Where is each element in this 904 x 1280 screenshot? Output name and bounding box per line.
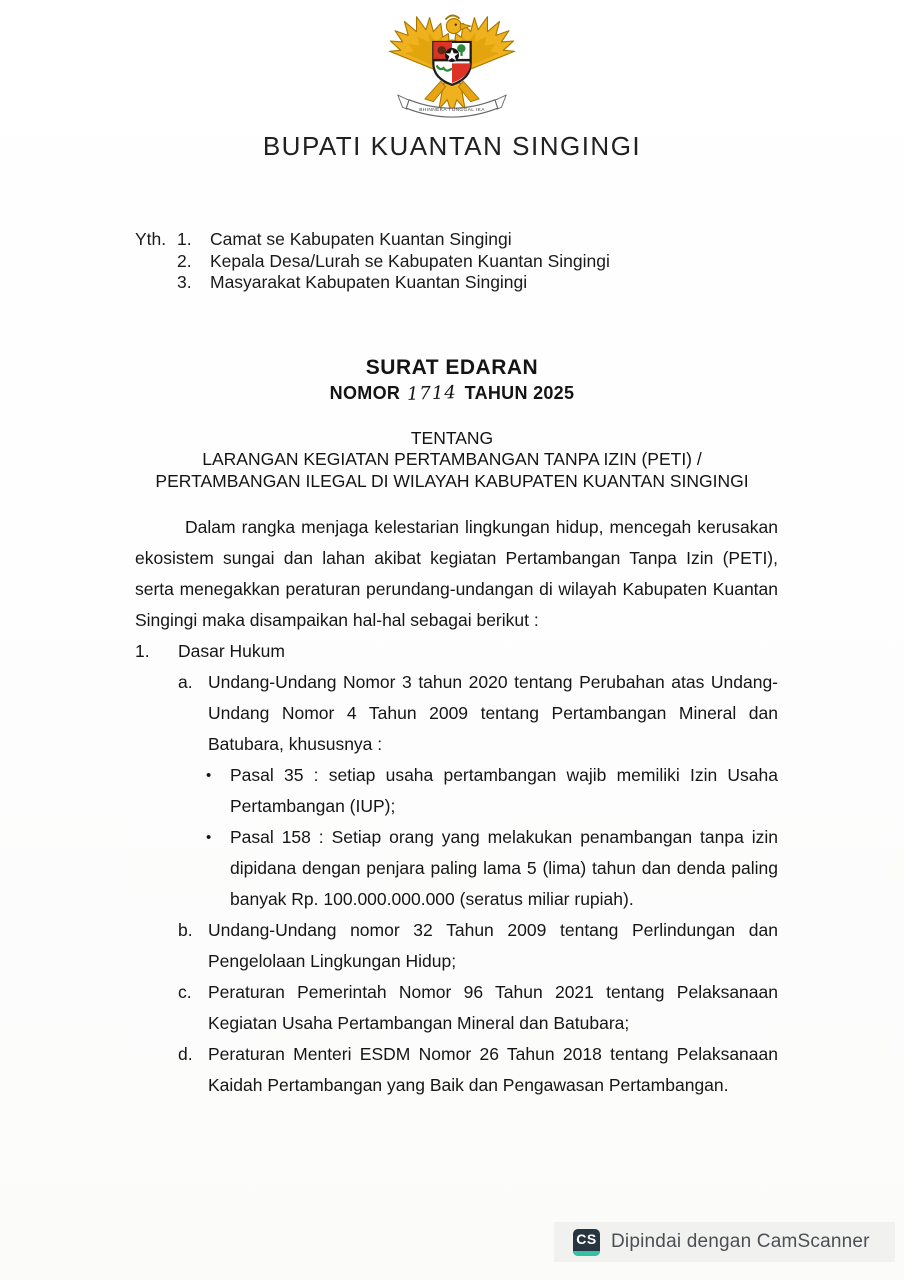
recipient-text: Camat se Kabupaten Kuantan Singingi bbox=[210, 229, 512, 249]
bullet-pasal-158 bbox=[135, 822, 778, 915]
item-text: Undang-Undang Nomor 3 tahun 2020 tentang Perubahan atas Undang-Undang Nomor 4 Tahun 2009 tentang Pertambangan Mineral dan Batubara, khususnya : bbox=[208, 672, 778, 754]
recipient-salutation: Yth. bbox=[135, 229, 167, 249]
recipient-row bbox=[135, 251, 610, 273]
bullet-text: Pasal 158 : Setiap orang yang melakukan penambangan tanpa izin dipidana dengan penjara paling lama 5 (lima) tahun dan denda paling banyak Rp. 100.000.000.000 (seratus miliar rupiah). bbox=[230, 827, 778, 909]
letter-subject-line2: PERTAMBANGAN ILEGAL DI WILAYAH KABUPATEN KUANTAN SINGINGI bbox=[155, 470, 749, 491]
camscanner-watermark-bar bbox=[554, 1222, 895, 1262]
section-dasar-hukum bbox=[135, 636, 778, 667]
item-letter: b. bbox=[178, 920, 193, 940]
opening-paragraph: Dalam rangka menjaga kelestarian lingkungan hidup, mencegah kerusakan ekosistem sungai dan lahan akibat kegiatan Pertambangan Tanpa Izin (PETI), serta menegakkan peraturan perundang-undangan di wilayah Kabupaten Kuantan Singingi maka disampaikan hal-hal sebagai berikut : bbox=[135, 517, 778, 630]
camscanner-label: Dipindai dengan CamScanner bbox=[611, 1231, 870, 1252]
bullet-marker: • bbox=[206, 829, 212, 846]
recipient-text: Masyarakat Kabupaten Kuantan Singingi bbox=[210, 272, 528, 292]
recipient-text: Kepala Desa/Lurah se Kabupaten Kuantan Singingi bbox=[210, 250, 610, 271]
letter-subject-line1: LARANGAN KEGIATAN PERTAMBANGAN TANPA IZIN (PETI) / bbox=[202, 449, 702, 469]
letter-about-label: TENTANG bbox=[410, 428, 494, 448]
letter-number-handwritten: 1714 bbox=[407, 382, 458, 405]
legal-item-d bbox=[135, 1039, 778, 1101]
garuda-pancasila-icon bbox=[382, 12, 522, 126]
emblem-motto-text: BHINNEKA TUNGGAL IKA bbox=[419, 108, 485, 113]
bullet-text: Pasal 35 : setiap usaha pertambangan wajib memiliki Izin Usaha Pertambangan (IUP); bbox=[230, 765, 778, 816]
recipient-number: 1. bbox=[177, 229, 192, 249]
section-title: Dasar Hukum bbox=[178, 641, 285, 661]
legal-item-b bbox=[135, 915, 778, 977]
section-number: 1. bbox=[135, 641, 150, 661]
garuda-pancasila-emblem bbox=[382, 12, 522, 131]
bullet-marker: • bbox=[206, 767, 212, 784]
letter-number-line bbox=[0, 383, 904, 404]
recipients-block bbox=[135, 229, 610, 294]
recipient-number: 2. bbox=[177, 250, 192, 271]
letter-number-prefix: NOMOR bbox=[329, 383, 401, 403]
item-letter: c. bbox=[178, 982, 192, 1002]
letter-number-suffix: TAHUN 2025 bbox=[464, 383, 575, 403]
item-letter: d. bbox=[178, 1044, 193, 1064]
letter-heading bbox=[0, 356, 904, 492]
recipient-row bbox=[135, 229, 610, 251]
item-text: Peraturan Menteri ESDM Nomor 26 Tahun 2018 tentang Pelaksanaan Kaidah Pertambangan yang Baik dan Pengawasan Pertambangan. bbox=[208, 1044, 778, 1095]
item-text: Peraturan Pemerintah Nomor 96 Tahun 2021 tentang Pelaksanaan Kegiatan Usaha Pertambangan Mineral dan Batubara; bbox=[208, 982, 778, 1033]
legal-item-a bbox=[135, 667, 778, 760]
recipient-row bbox=[135, 272, 610, 294]
letter-body bbox=[135, 512, 778, 1101]
camscanner-icon: CS bbox=[573, 1229, 600, 1256]
recipient-number: 3. bbox=[177, 272, 192, 292]
letter-title: SURAT EDARAN bbox=[365, 356, 539, 379]
letterhead-title: BUPATI KUANTAN SINGINGI bbox=[262, 131, 642, 161]
item-text: Undang-Undang nomor 32 Tahun 2009 tentang Perlindungan dan Pengelolaan Lingkungan Hidup; bbox=[208, 920, 778, 971]
item-letter: a. bbox=[178, 672, 193, 692]
bullet-pasal-35 bbox=[135, 760, 778, 822]
legal-item-c bbox=[135, 977, 778, 1039]
